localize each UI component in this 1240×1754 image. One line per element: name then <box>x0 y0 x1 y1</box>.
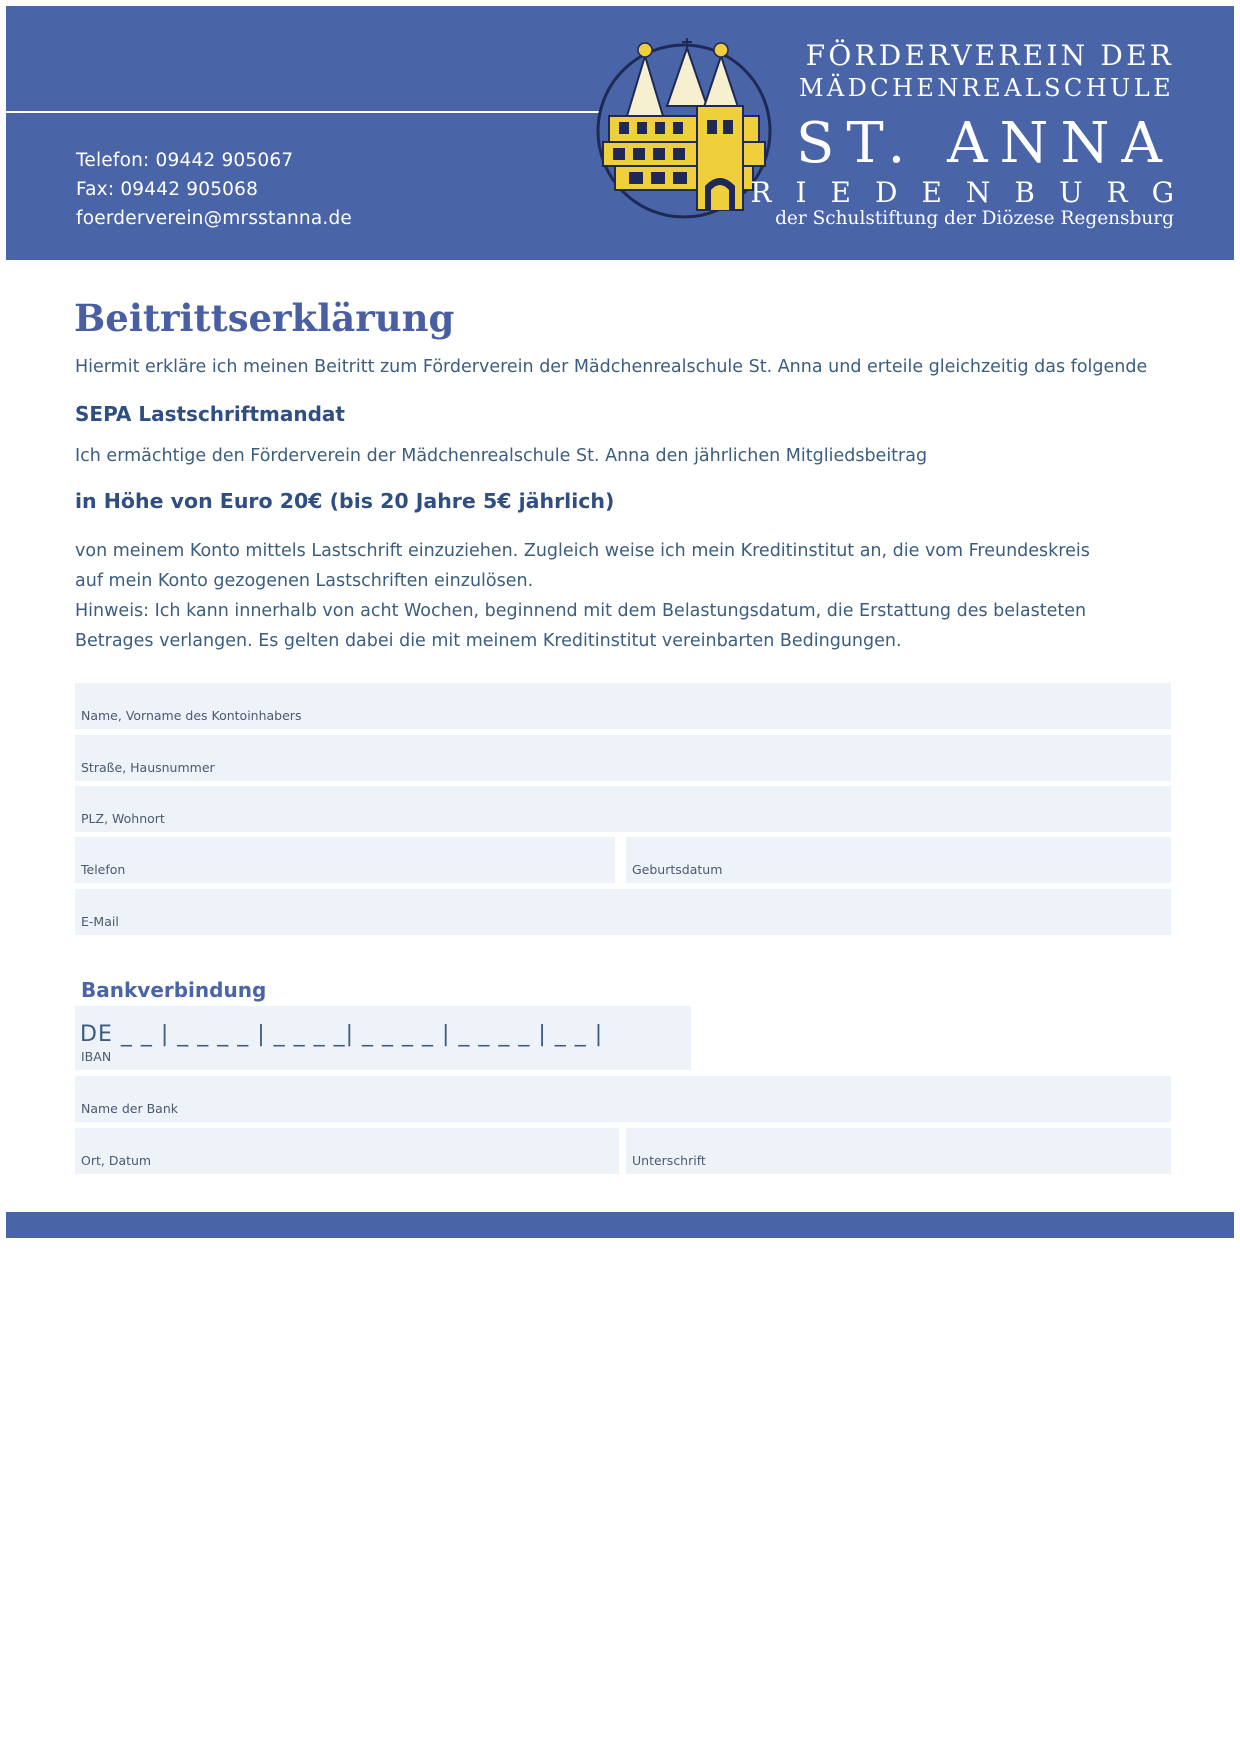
birthdate-field[interactable] <box>626 837 1171 883</box>
contact-fax: Fax: 09442 905068 <box>76 179 259 200</box>
name-field[interactable] <box>75 683 1171 729</box>
city-field-label: PLZ, Wohnort <box>81 811 165 826</box>
contact-block <box>76 146 352 233</box>
name-field-label: Name, Vorname des Kontoinhabers <box>81 708 302 723</box>
mandate-line: von meinem Konto mittels Lastschrift einzuziehen. Zugleich weise ich mein Kreditinstitut an, die vom Freundeskreis <box>75 541 1090 561</box>
footer-band <box>6 1212 1234 1238</box>
intro-text: Hiermit erkläre ich meinen Beitritt zum Förderverein der Mädchenrealschule St. Anna und erteile gleichzeitig das folgende <box>75 357 1148 377</box>
org-name-line5: der Schulstiftung der Diözese Regensburg <box>775 208 1174 229</box>
mandate-line: Betrages verlangen. Es gelten dabei die mit meinem Kreditinstitut vereinbarten Bedingungen. <box>75 631 902 651</box>
city-field[interactable] <box>75 786 1171 832</box>
mandate-line: auf mein Konto gezogenen Lastschriften einzulösen. <box>75 571 534 591</box>
birthdate-field-label: Geburtsdatum <box>632 862 723 877</box>
sepa-heading: SEPA Lastschriftmandat <box>75 402 345 426</box>
amount-text: in Höhe von Euro 20€ (bis 20 Jahre 5€ jährlich) <box>75 489 615 513</box>
page-title: Beitrittserklärung <box>74 296 455 340</box>
signature-field[interactable] <box>626 1128 1171 1174</box>
mandate-line: Hinweis: Ich kann innerhalb von acht Wochen, beginnend mit dem Belastungsdatum, die Erstattung des belasteten <box>75 601 1087 621</box>
phone-field-label: Telefon <box>81 862 126 877</box>
street-field[interactable] <box>75 735 1171 781</box>
contact-phone: Telefon: 09442 905067 <box>76 150 294 171</box>
place-date-field[interactable] <box>75 1128 619 1174</box>
place-date-field-label: Ort, Datum <box>81 1153 152 1168</box>
authorization-text: Ich ermächtige den Förderverein der Mädchenrealschule St. Anna den jährlichen Mitgliedsbeitrag <box>75 446 928 466</box>
email-field-label: E-Mail <box>81 914 119 929</box>
bank-name-field-label: Name der Bank <box>81 1101 178 1116</box>
org-name-line2: MÄDCHENREALSCHULE <box>798 74 1174 102</box>
org-name-line3: ST. ANNA <box>796 111 1174 176</box>
contact-email: foerderverein@mrsstanna.de <box>76 208 352 229</box>
iban-pattern <box>80 1022 603 1047</box>
email-field[interactable] <box>75 889 1171 935</box>
iban-country-prefix: DE <box>80 1022 113 1047</box>
signature-field-label: Unterschrift <box>632 1153 706 1168</box>
bank-name-field[interactable] <box>75 1076 1171 1122</box>
letterhead-band <box>6 6 1234 260</box>
header-rule <box>6 111 606 113</box>
iban-digit-slots: _ _ | _ _ _ _ | _ _ _ _| _ _ _ _ | _ _ _ _ | _ _ | <box>120 1022 604 1047</box>
phone-field[interactable] <box>75 837 615 883</box>
org-name-line1: FÖRDERVEREIN DER <box>805 39 1174 72</box>
iban-field-label: IBAN <box>81 1049 112 1064</box>
mandate-body <box>75 536 1090 656</box>
street-field-label: Straße, Hausnummer <box>81 760 215 775</box>
org-name-line4: RIEDENBURG <box>750 176 1198 209</box>
bank-heading: Bankverbindung <box>81 978 267 1002</box>
